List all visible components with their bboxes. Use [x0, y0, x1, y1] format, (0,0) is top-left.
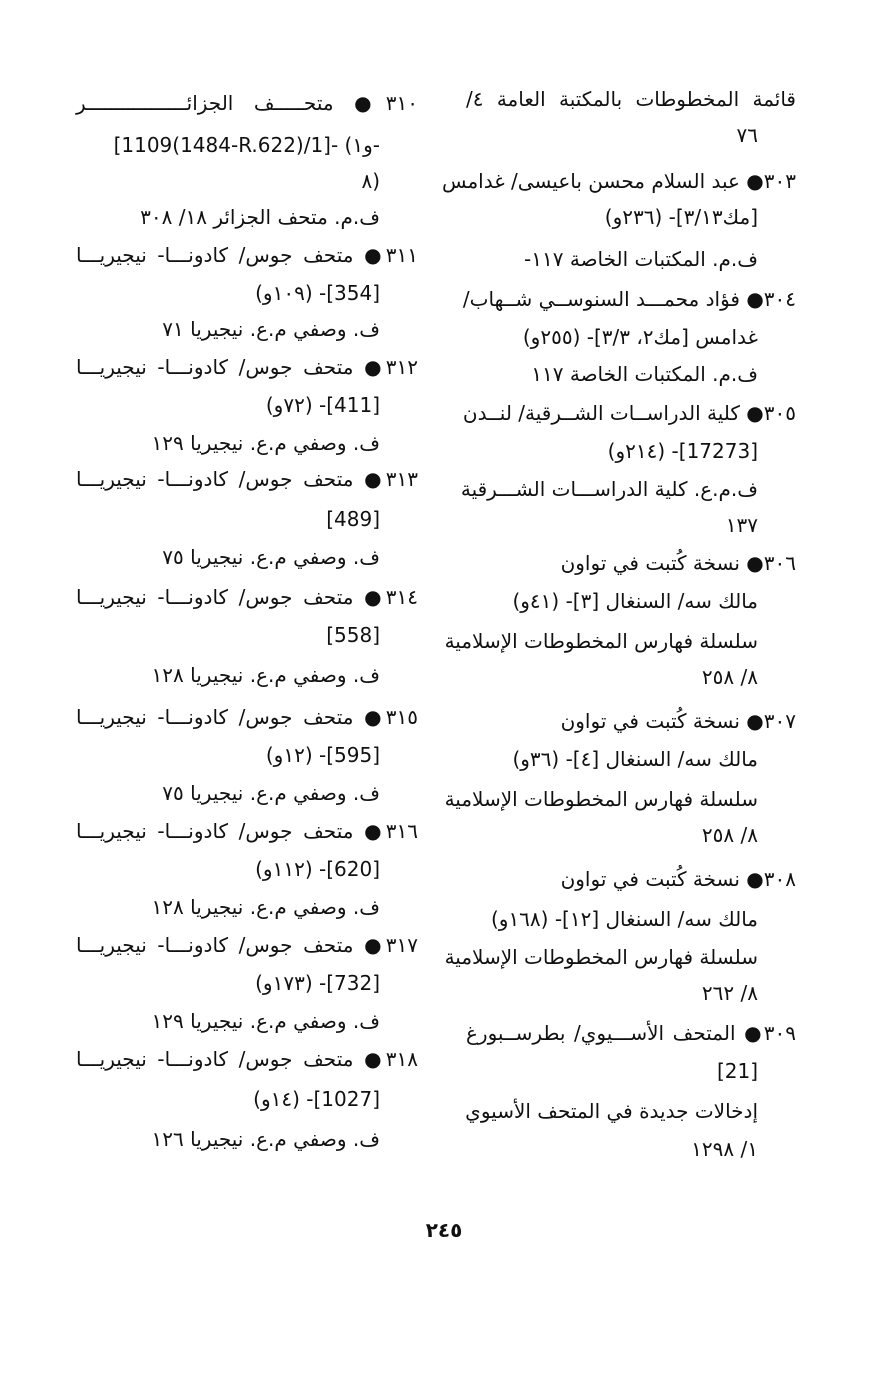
- entry-316-heading: ٣١٦● متحف جوس/ كادونـــا- نيجيريـــا: [76, 819, 418, 843]
- entry-305-source: ف.م.ع. كلية الدراســـات الشـــرقية: [460, 477, 758, 501]
- entry-309-heading: ٣٠٩● المتحف الأســـيوي/ بطرســبورغ: [466, 1021, 796, 1045]
- entry-315-source: ف. وصفي م.ع. نيجيريا ٧٥: [162, 781, 380, 805]
- entry-311-shelfmark: [354]- (١٠٩و): [255, 281, 380, 305]
- entry-303-shelfmark: [مك٣/١٣]- (٢٣٦و): [604, 205, 758, 229]
- entry-304-shelfmark: غدامس [مك٢، ٣/٣]- (٢٥٥و): [522, 325, 758, 349]
- entry-306-heading: ٣٠٦● نسخة كُتبت في تواون: [560, 551, 796, 575]
- entry-307-heading: ٣٠٧● نسخة كُتبت في تواون: [560, 709, 796, 733]
- entry-309-shelfmark: [21]: [716, 1059, 758, 1083]
- entry-304-heading: ٣٠٤● فؤاد محمـــد السنوســي شــهاب/: [462, 287, 796, 311]
- entry-310-shelfmark: [1109(1484-R.622)/1]- (و١-: [113, 133, 380, 157]
- entry-311-source: ف. وصفي م.ع. نيجيريا ٧١: [162, 317, 380, 341]
- page-number: ٢٤٥: [425, 1218, 463, 1242]
- entry-307-shelfmark: مالك سه/ السنغال [٤]- (٣٦و): [512, 747, 758, 771]
- entry-318-heading: ٣١٨● متحف جوس/ كادونـــا- نيجيريـــا: [76, 1047, 418, 1071]
- entry-315-shelfmark: [595]- (١٢و): [265, 743, 380, 767]
- entry-314-shelfmark: [558]: [326, 623, 380, 647]
- entry-305-shelfmark: [17273]- (٢١٤و): [607, 439, 758, 463]
- entry-313-shelfmark: [489]: [326, 507, 380, 531]
- entry-311-heading: ٣١١● متحف جوس/ كادونـــا- نيجيريـــا: [76, 243, 418, 267]
- entry-310-shelfmark: ٨): [361, 169, 380, 193]
- entry-314-source: ف. وصفي م.ع. نيجيريا ١٢٨: [151, 663, 380, 687]
- entry-316-shelfmark: [620]- (١١٢و): [255, 857, 380, 881]
- entry-303-heading: ٣٠٣● عبد السلام محسن باعيسى/ غدامس: [441, 169, 796, 193]
- entry-308-source: سلسلة فهارس المخطوطات الإسلامية: [444, 945, 758, 969]
- entry-307-source: ٨/ ٢٥٨: [701, 823, 758, 847]
- entry-313-heading: ٣١٣● متحف جوس/ كادونـــا- نيجيريـــا: [76, 467, 418, 491]
- entry-305-source: ١٣٧: [725, 513, 758, 537]
- entry-313-source: ف. وصفي م.ع. نيجيريا ٧٥: [162, 545, 380, 569]
- entry-308-heading: ٣٠٨● نسخة كُتبت في تواون: [560, 867, 796, 891]
- entry-317-heading: ٣١٧● متحف جوس/ كادونـــا- نيجيريـــا: [76, 933, 418, 957]
- entry-307-source: سلسلة فهارس المخطوطات الإسلامية: [444, 787, 758, 811]
- entry-318-shelfmark: [1027]- (١٤و): [253, 1087, 380, 1111]
- entry-312-heading: ٣١٢● متحف جوس/ كادونـــا- نيجيريـــا: [76, 355, 418, 379]
- entry-312-shelfmark: [411]- (٧٢و): [265, 393, 380, 417]
- entry-316-source: ف. وصفي م.ع. نيجيريا ١٢٨: [151, 895, 380, 919]
- entry-317-shelfmark: [732]- (١٧٣و): [255, 971, 380, 995]
- entry-310-heading: ٣١٠● متحـــــف الجزائـــــــــــــــــر: [76, 91, 418, 115]
- entry-318-source: ف. وصفي م.ع. نيجيريا ١٢٦: [151, 1127, 380, 1151]
- entry-314-heading: ٣١٤● متحف جوس/ كادونـــا- نيجيريـــا: [76, 585, 418, 609]
- entry-306-source: سلسلة فهارس المخطوطات الإسلامية: [444, 629, 758, 653]
- entry-306-shelfmark: مالك سه/ السنغال [٣]- (٤١و): [512, 589, 758, 613]
- entry-305-heading: ٣٠٥● كلية الدراســات الشــرقية/ لنــدن: [462, 401, 796, 425]
- entry-312-source: ف. وصفي م.ع. نيجيريا ١٢٩: [151, 431, 380, 455]
- entry-303-source: ف.م. المكتبات الخاصة ١١٧-: [524, 247, 758, 271]
- entry-310-source: ف.م. متحف الجزائر ١٨/ ٣٠٨: [140, 205, 380, 229]
- entry-315-heading: ٣١٥● متحف جوس/ كادونـــا- نيجيريـــا: [76, 705, 418, 729]
- catalog-source-line: ٧٦: [736, 123, 758, 147]
- entry-309-source: إدخالات جديدة في المتحف الأسيوي: [465, 1099, 758, 1123]
- entry-304-source: ف.م. المكتبات الخاصة ١١٧: [531, 362, 758, 386]
- entry-309-source: ١/ ١٢٩٨: [691, 1137, 758, 1161]
- catalog-source-line: قائمة المخطوطات بالمكتبة العامة ٤/: [466, 87, 796, 111]
- entry-308-source: ٨/ ٢٦٢: [701, 981, 758, 1005]
- entry-306-source: ٨/ ٢٥٨: [701, 665, 758, 689]
- entry-317-source: ف. وصفي م.ع. نيجيريا ١٢٩: [151, 1009, 380, 1033]
- entry-308-shelfmark: مالك سه/ السنغال [١٢]- (١٦٨و): [490, 907, 758, 931]
